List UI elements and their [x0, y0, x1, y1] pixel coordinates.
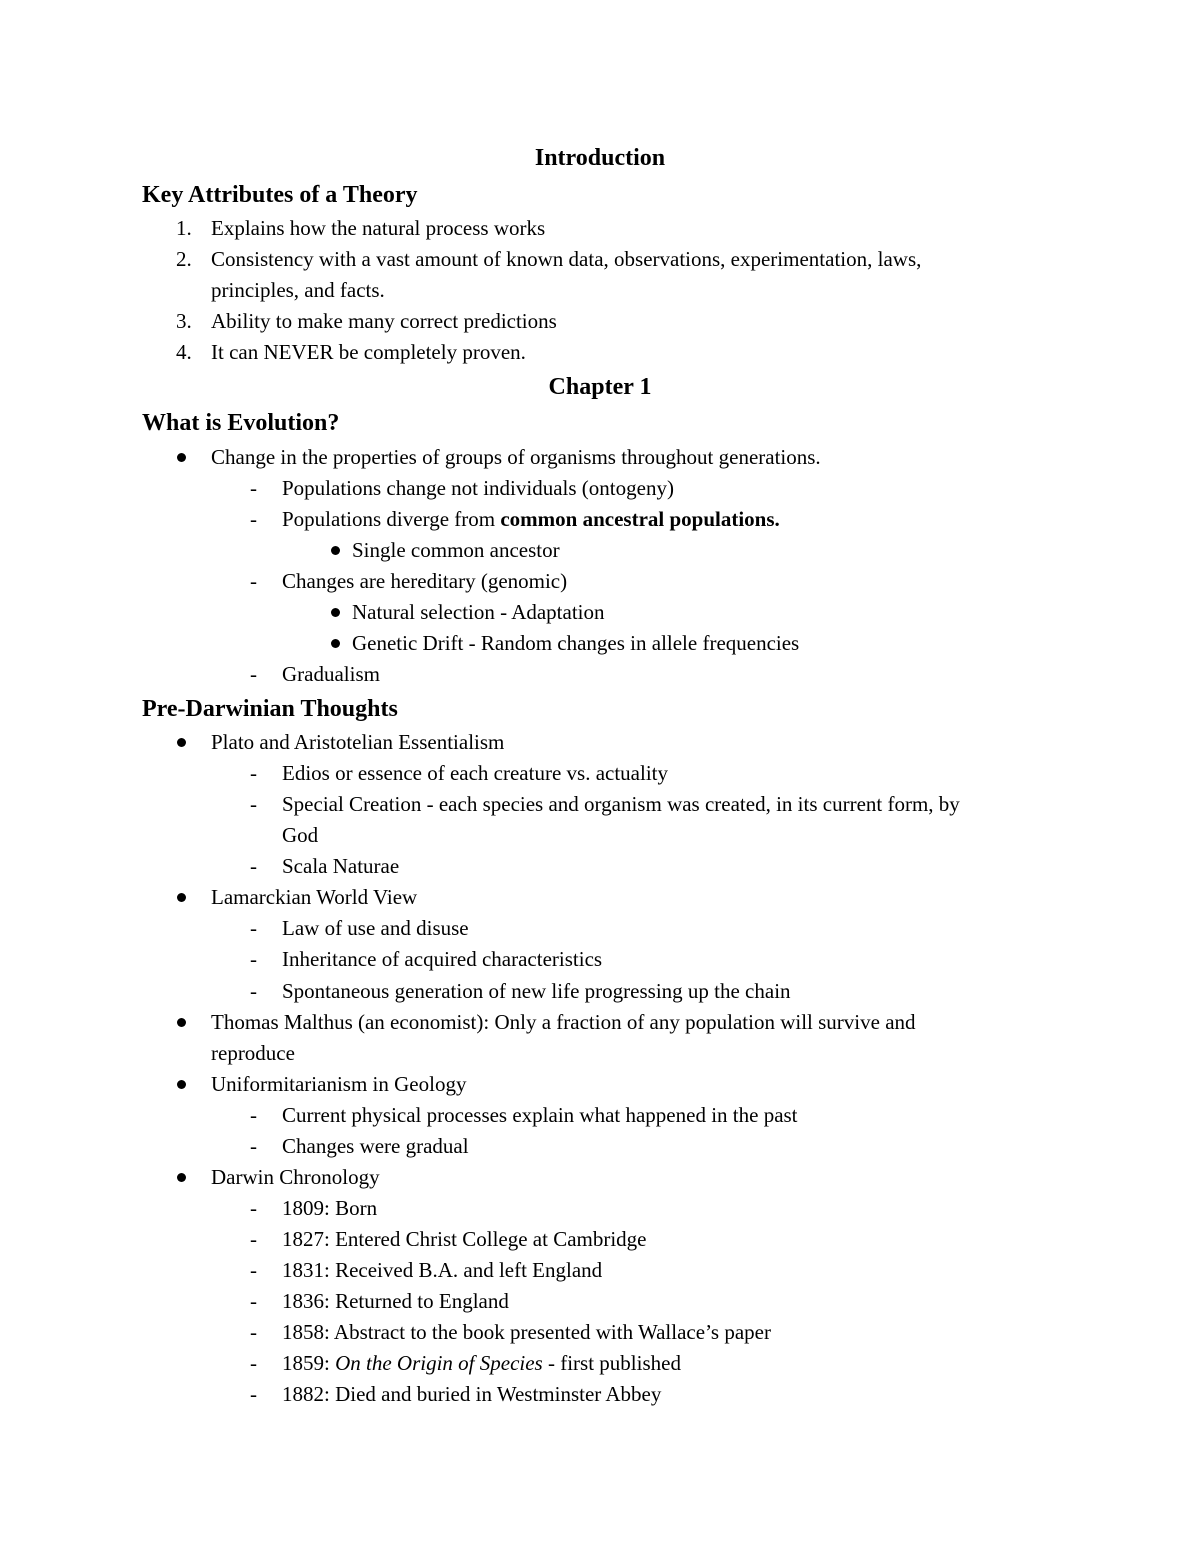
list-item: 1858: Abstract to the book presented with Wallace’s paper — [282, 1320, 771, 1344]
dash-icon: - — [250, 1289, 257, 1313]
heading-pre-darwinian-thoughts: Pre-Darwinian Thoughts — [142, 696, 398, 722]
list-number: 3. — [176, 309, 192, 333]
dash-icon: - — [250, 916, 257, 940]
list-item: Changes were gradual — [282, 1134, 469, 1158]
dash-icon: - — [250, 507, 257, 531]
list-item: Edios or essence of each creature vs. actuality — [282, 761, 668, 785]
list-item: Populations change not individuals (ontogeny) — [282, 476, 674, 500]
dash-icon: - — [250, 476, 257, 500]
dash-icon: - — [250, 662, 257, 686]
list-item: Changes are hereditary (genomic) — [282, 569, 568, 593]
list-item: Gradualism — [282, 662, 380, 686]
origin-suffix: - first published — [542, 1351, 681, 1375]
dash-icon: - — [250, 1134, 257, 1158]
list-item: Plato and Aristotelian Essentialism — [211, 730, 505, 754]
dash-icon: - — [250, 854, 257, 878]
origin-book-title: On the Origin of Species — [335, 1351, 543, 1375]
list-number: 2. — [176, 247, 192, 271]
section-title-introduction: Introduction — [534, 145, 666, 171]
list-item: Single common ancestor — [352, 538, 560, 562]
list-item: Consistency with a vast amount of known data, observations, experimentation, laws, — [211, 247, 922, 271]
bullet-icon — [177, 1018, 186, 1027]
dash-icon: - — [250, 1258, 257, 1282]
list-item: 1809: Born — [282, 1196, 378, 1220]
bullet-icon — [177, 893, 186, 902]
bullet-icon — [331, 639, 340, 648]
list-item: Current physical processes explain what happened in the past — [282, 1103, 798, 1127]
dash-icon: - — [250, 1227, 257, 1251]
list-item: Law of use and disuse — [282, 916, 469, 940]
list-item: 1882: Died and buried in Westminster Abbey — [282, 1382, 662, 1406]
origin-year: 1859: — [282, 1351, 336, 1375]
list-number: 4. — [176, 340, 192, 364]
list-item: Scala Naturae — [282, 854, 400, 878]
dash-icon: - — [250, 1351, 257, 1375]
list-item-continuation: principles, and facts. — [211, 278, 385, 302]
list-item: Darwin Chronology — [211, 1165, 380, 1189]
list-item — [282, 1349, 681, 1377]
list-item: 1831: Received B.A. and left England — [282, 1258, 603, 1282]
list-item: Spontaneous generation of new life progressing up the chain — [282, 979, 791, 1003]
dash-icon: - — [250, 1320, 257, 1344]
dash-icon: - — [250, 761, 257, 785]
list-number: 1. — [176, 216, 192, 240]
list-item: Change in the properties of groups of organisms throughout generations. — [211, 445, 821, 469]
bullet-icon — [331, 546, 340, 555]
list-item-continuation: God — [282, 823, 319, 847]
list-item — [282, 505, 780, 533]
list-item: Ability to make many correct predictions — [211, 309, 557, 333]
bullet-icon — [177, 1080, 186, 1089]
list-item: Explains how the natural process works — [211, 216, 546, 240]
dash-icon: - — [250, 1103, 257, 1127]
list-item: 1827: Entered Christ College at Cambridge — [282, 1227, 647, 1251]
section-title-chapter-1: Chapter 1 — [548, 374, 652, 400]
list-item: 1836: Returned to England — [282, 1289, 509, 1313]
dash-icon: - — [250, 1196, 257, 1220]
heading-key-attributes: Key Attributes of a Theory — [142, 182, 418, 208]
list-item: Natural selection - Adaptation — [352, 600, 605, 624]
diverge-text: Populations diverge from — [282, 507, 501, 531]
list-item: Thomas Malthus (an economist): Only a fraction of any population will survive and — [211, 1010, 916, 1034]
dash-icon: - — [250, 792, 257, 816]
bullet-icon — [177, 453, 186, 462]
diverge-emphasis: common ancestral populations. — [500, 507, 780, 531]
list-item: Uniformitarianism in Geology — [211, 1072, 467, 1096]
list-item: Lamarckian World View — [211, 885, 418, 909]
list-item: Inheritance of acquired characteristics — [282, 947, 603, 971]
heading-what-is-evolution: What is Evolution? — [142, 410, 340, 436]
dash-icon: - — [250, 947, 257, 971]
list-item: It can NEVER be completely proven. — [211, 340, 526, 364]
list-item: Genetic Drift - Random changes in allele frequencies — [352, 631, 800, 655]
list-item-continuation: reproduce — [211, 1041, 295, 1065]
dash-icon: - — [250, 1382, 257, 1406]
dash-icon: - — [250, 569, 257, 593]
dash-icon: - — [250, 979, 257, 1003]
bullet-icon — [177, 1173, 186, 1182]
bullet-icon — [177, 738, 186, 747]
bullet-icon — [331, 608, 340, 617]
list-item: Special Creation - each species and organism was created, in its current form, by — [282, 792, 960, 816]
